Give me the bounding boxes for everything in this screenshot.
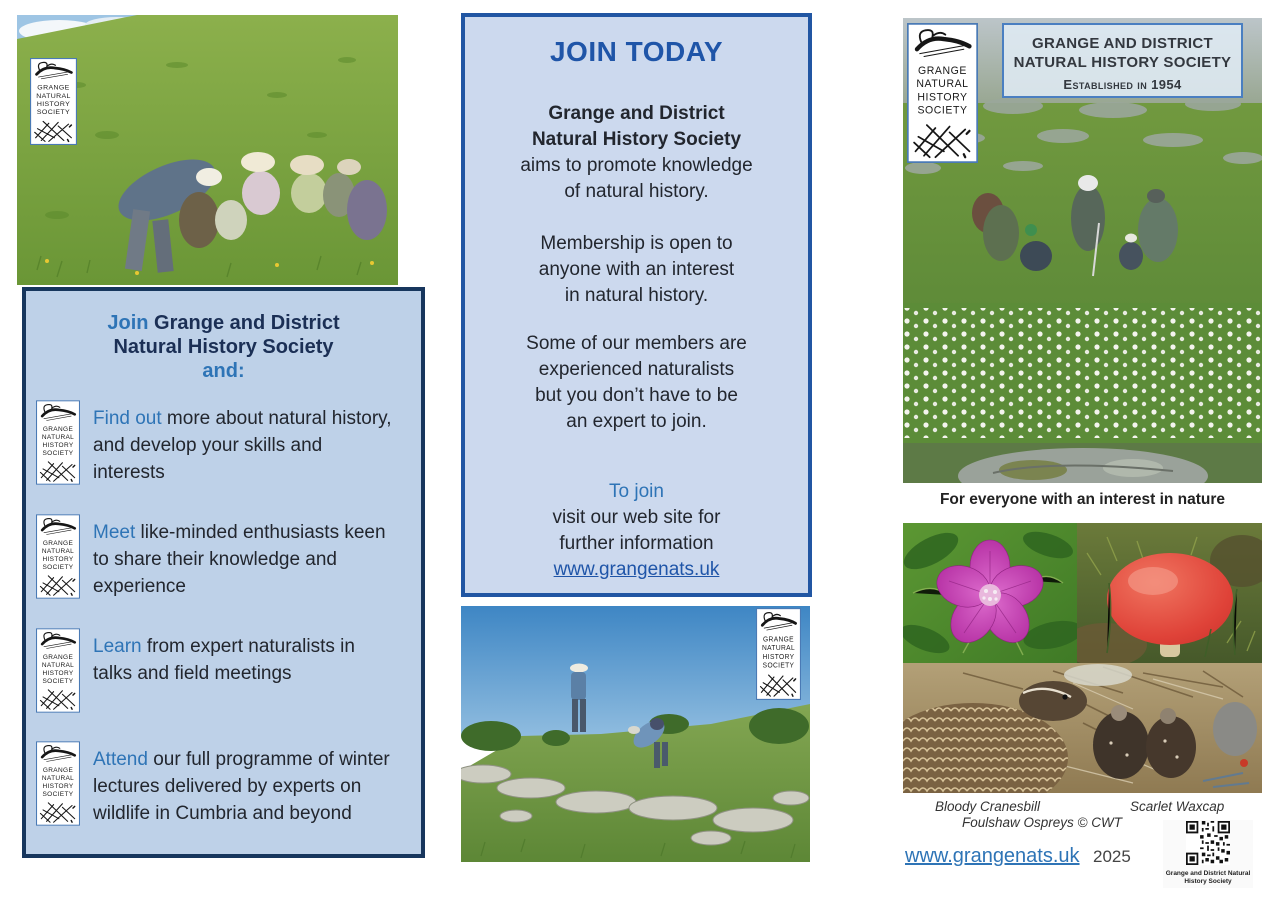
website-link-footer[interactable]: www.grangenats.uk xyxy=(905,845,1080,867)
masthead-established: Established in 1954 xyxy=(1063,77,1182,92)
limestone-hill-photo xyxy=(461,606,810,862)
members-paragraph xyxy=(465,331,808,435)
members-line: but you don’t have to be xyxy=(535,385,738,406)
join-today-box xyxy=(461,13,812,597)
benefits-heading-line2: Natural History Society xyxy=(113,336,334,358)
society-logo-icon xyxy=(36,627,80,714)
to-join-lead: To join xyxy=(609,481,664,502)
join-benefits-box xyxy=(22,287,425,858)
caption-waxcap: Scarlet Waxcap xyxy=(1130,799,1225,814)
aims-paragraph xyxy=(465,101,808,205)
benefit-text xyxy=(93,633,393,687)
caption-cranesbill: Bloody Cranesbill xyxy=(935,799,1041,814)
masthead-line1: GRANGE AND DISTRICT xyxy=(1032,35,1213,52)
website-link[interactable]: www.grangenats.uk xyxy=(553,559,720,580)
society-logo xyxy=(907,23,978,163)
society-logo-icon xyxy=(36,399,80,486)
members-line: Some of our members are xyxy=(526,333,747,354)
benefit-rest: like-minded enthusiasts keen to share their knowledge and experience xyxy=(93,522,386,597)
benefit-text xyxy=(93,405,393,486)
benefit-item-find-out xyxy=(26,399,421,486)
qr-caption-line1: Grange and District Natural xyxy=(1165,870,1251,877)
benefit-text xyxy=(93,519,393,600)
cranesbill-photo xyxy=(903,523,1077,663)
benefit-lead: Find out xyxy=(93,408,162,429)
benefits-heading-line3: and: xyxy=(202,360,245,382)
benefit-item-meet xyxy=(26,513,421,600)
ospreys-photo xyxy=(903,663,1262,793)
to-join-line: further information xyxy=(559,533,714,554)
join-today-title: JOIN TODAY xyxy=(549,36,724,67)
heading-rest: Grange and District xyxy=(148,312,340,334)
benefit-lead: Learn xyxy=(93,636,142,657)
to-join-line: visit our web site for xyxy=(552,507,721,528)
qr-code xyxy=(1186,821,1230,865)
to-join-paragraph xyxy=(465,479,808,583)
society-logo xyxy=(756,608,801,700)
caption-ospreys: Foulshaw Ospreys © CWT xyxy=(962,815,1122,830)
membership-line: anyone with an interest xyxy=(538,259,735,280)
benefit-item-learn xyxy=(26,627,421,714)
society-logo-icon xyxy=(36,513,80,600)
masthead-line2: NATURAL HISTORY SOCIETY xyxy=(1013,54,1232,71)
footer-year: 2025 xyxy=(1093,847,1131,866)
society-logo xyxy=(30,58,77,145)
qr-panel xyxy=(1163,820,1253,888)
waxcap-cap xyxy=(1107,553,1233,645)
waxcap-scene xyxy=(1077,523,1262,663)
benefit-rest: our full programme of winter lectures delivered by experts on wildlife in Cumbria and beyond xyxy=(93,749,390,824)
grassland-group-scene xyxy=(17,15,398,285)
waxcap-photo xyxy=(1077,523,1262,663)
masthead-box xyxy=(1002,23,1243,98)
members-line: experienced naturalists xyxy=(538,359,735,380)
benefit-text xyxy=(93,746,393,827)
aims-line: aims to promote knowledge xyxy=(520,155,753,176)
field-meeting-photo xyxy=(17,15,398,285)
membership-line: in natural history. xyxy=(564,285,709,306)
cotton-grass-photo xyxy=(903,18,1262,483)
grey-chick xyxy=(1213,702,1257,756)
qr-caption-line2: History Society xyxy=(1184,878,1232,885)
cranesbill-scene xyxy=(903,523,1077,663)
society-logo-icon xyxy=(36,740,80,827)
members-line: an expert to join. xyxy=(566,411,707,432)
aims-line: of natural history. xyxy=(564,181,709,202)
tagline: For everyone with an interest in nature xyxy=(939,491,1226,508)
benefit-lead: Attend xyxy=(93,749,148,770)
benefits-heading xyxy=(26,311,421,383)
footer-website xyxy=(905,845,1080,868)
benefit-item-attend xyxy=(26,740,421,827)
membership-paragraph xyxy=(465,231,808,309)
membership-line: Membership is open to xyxy=(540,233,733,254)
benefit-rest: more about natural history, and develop your skills and interests xyxy=(93,408,392,483)
osprey-nest-scene xyxy=(903,663,1262,793)
aims-line: Natural History Society xyxy=(531,129,742,150)
aims-line: Grange and District xyxy=(548,103,725,124)
benefit-lead: Meet xyxy=(93,522,136,543)
heading-lead-join: Join xyxy=(107,312,149,334)
benefit-rest: from expert naturalists in talks and field meetings xyxy=(93,636,355,684)
benefits-heading-line1 xyxy=(26,311,421,335)
cotton-grass-band xyxy=(903,308,1262,438)
